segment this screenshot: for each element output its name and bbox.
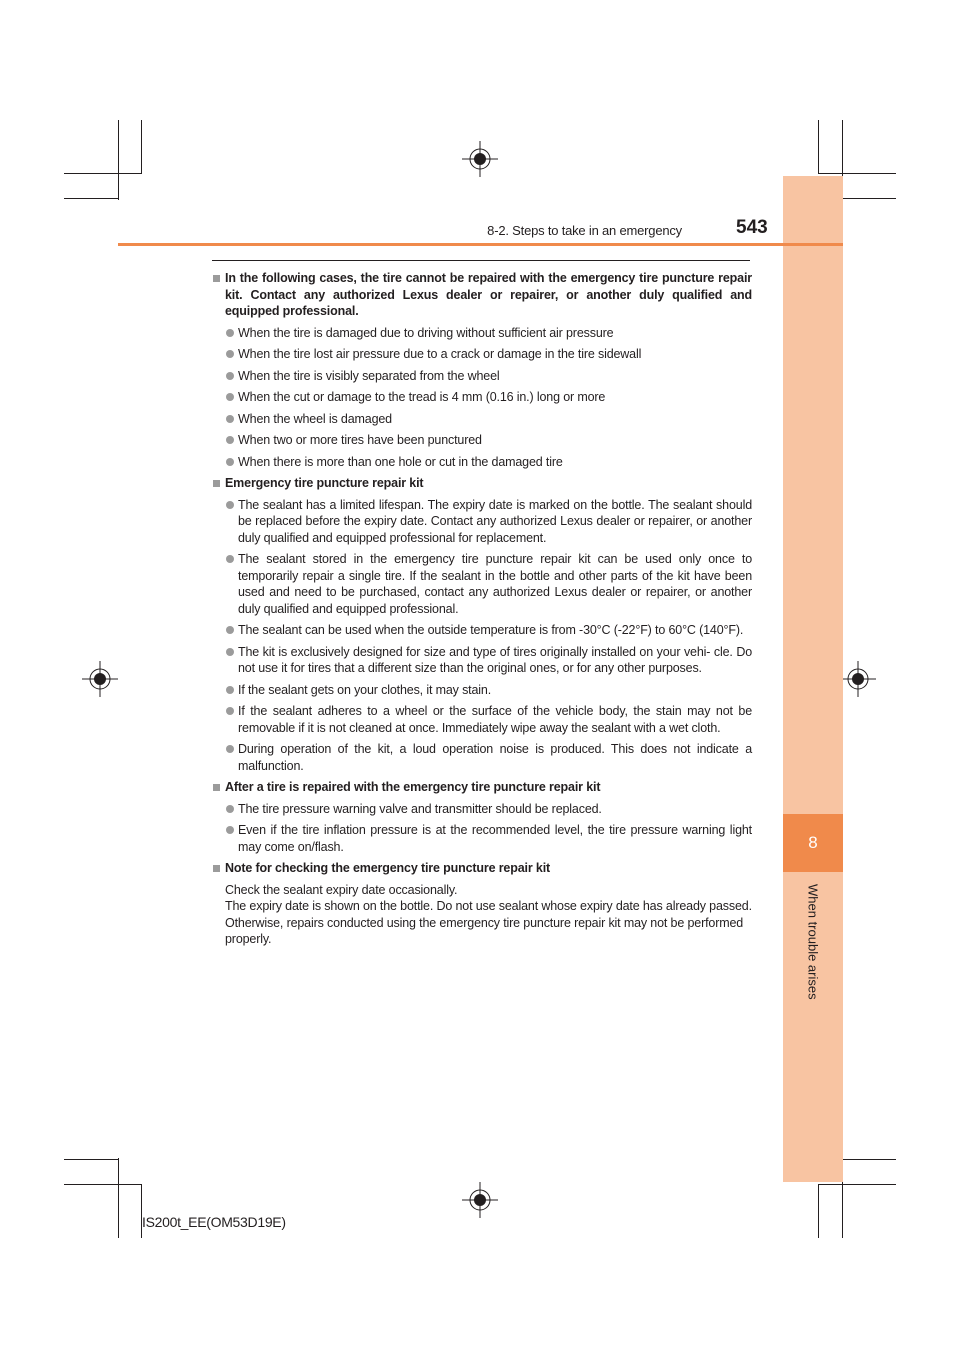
crop-mark <box>818 1184 896 1185</box>
crop-mark <box>64 173 142 174</box>
crop-mark <box>64 1184 142 1185</box>
bullet-item: The sealant has a limited lifespan. The expiry date is marked on the bottle. The sealant should be replaced before the expiry date. Contact any authorized Lexus dealer or repairer, or another duly qualified and equipped professional for replacement. <box>212 497 752 547</box>
bullet-item: Even if the tire inflation pressure is at the recommended level, the tire pressure warning light may come on/flash. <box>212 822 752 855</box>
crop-mark <box>141 120 142 174</box>
registration-mark-icon <box>840 661 876 697</box>
section-title: 8-2. Steps to take in an emergency <box>487 223 682 238</box>
registration-mark-icon <box>82 661 118 697</box>
bullet-item: If the sealant gets on your clothes, it may stain. <box>212 682 752 699</box>
bullet-item: The sealant stored in the emergency tire puncture repair kit can be used only once to temporarily repair a single tire. If the sealant in the bottle and other parts of the kit have been used and need to be purchased, contact any authorized Lexus dealer or repairer, or another duly qualified and equipped professional. <box>212 551 752 617</box>
crop-mark <box>818 120 819 174</box>
paragraph: The expiry date is shown on the bottle. Do not use sealant whose expiry date has already passed. Otherwise, repairs conducted using the emergency tire puncture repair kit may not be performed properly. <box>225 899 752 946</box>
crop-mark <box>64 198 119 199</box>
page-content <box>212 268 752 948</box>
bullet-item: When the tire is visibly separated from the wheel <box>212 368 752 385</box>
crop-mark <box>64 1159 119 1160</box>
bullet-item: When the wheel is damaged <box>212 411 752 428</box>
bullet-item: When two or more tires have been punctured <box>212 432 752 449</box>
crop-mark <box>118 120 119 200</box>
page-number: 543 <box>736 217 768 238</box>
registration-mark-icon <box>462 1182 498 1218</box>
header-divider <box>118 243 843 246</box>
content-top-rule <box>212 260 750 261</box>
chapter-number: 8 <box>783 814 843 872</box>
bullet-item: The kit is exclusively designed for size and type of tires originally installed on your vehi- cle. Do not use it for tires that a different size than the original ones, or for any other purposes. <box>212 644 752 677</box>
bullet-item: When there is more than one hole or cut in the damaged tire <box>212 454 752 471</box>
section-heading: After a tire is repaired with the emergency tire puncture repair kit <box>212 779 752 796</box>
paragraph: Check the sealant expiry date occasionally. <box>225 882 458 897</box>
registration-mark-icon <box>462 141 498 177</box>
crop-mark <box>842 198 896 199</box>
section-heading: Note for checking the emergency tire puncture repair kit <box>212 860 752 877</box>
section-heading: Emergency tire puncture repair kit <box>212 475 752 492</box>
chapter-title: When trouble arises <box>805 884 821 1000</box>
bullet-item: When the tire is damaged due to driving without sufficient air pressure <box>212 325 752 342</box>
chapter-side-tab <box>783 176 843 1182</box>
bullet-item: If the sealant adheres to a wheel or the surface of the vehicle body, the stain may not be removable if it is not cleaned at once. Immediately wipe away the sealant with a wet cloth. <box>212 703 752 736</box>
crop-mark <box>842 1159 896 1160</box>
crop-mark <box>818 173 896 174</box>
bullet-item: When the cut or damage to the tread is 4 mm (0.16 in.) long or more <box>212 389 752 406</box>
section-heading: In the following cases, the tire cannot be repaired with the emergency tire puncture repair kit. Contact any authorized Lexus dealer or repairer, or another duly qualified and equipped professional. <box>212 270 752 320</box>
bullet-item: The tire pressure warning valve and transmitter should be replaced. <box>212 801 752 818</box>
crop-mark <box>818 1184 819 1238</box>
bullet-item: The sealant can be used when the outside temperature is from -30°C (-22°F) to 60°C (140°F). <box>212 622 752 639</box>
crop-mark <box>118 1158 119 1238</box>
document-code: IS200t_EE(OM53D19E) <box>142 1214 286 1230</box>
bullet-item: During operation of the kit, a loud operation noise is produced. This does not indicate a malfunction. <box>212 741 752 774</box>
bullet-item: When the tire lost air pressure due to a crack or damage in the tire sidewall <box>212 346 752 363</box>
